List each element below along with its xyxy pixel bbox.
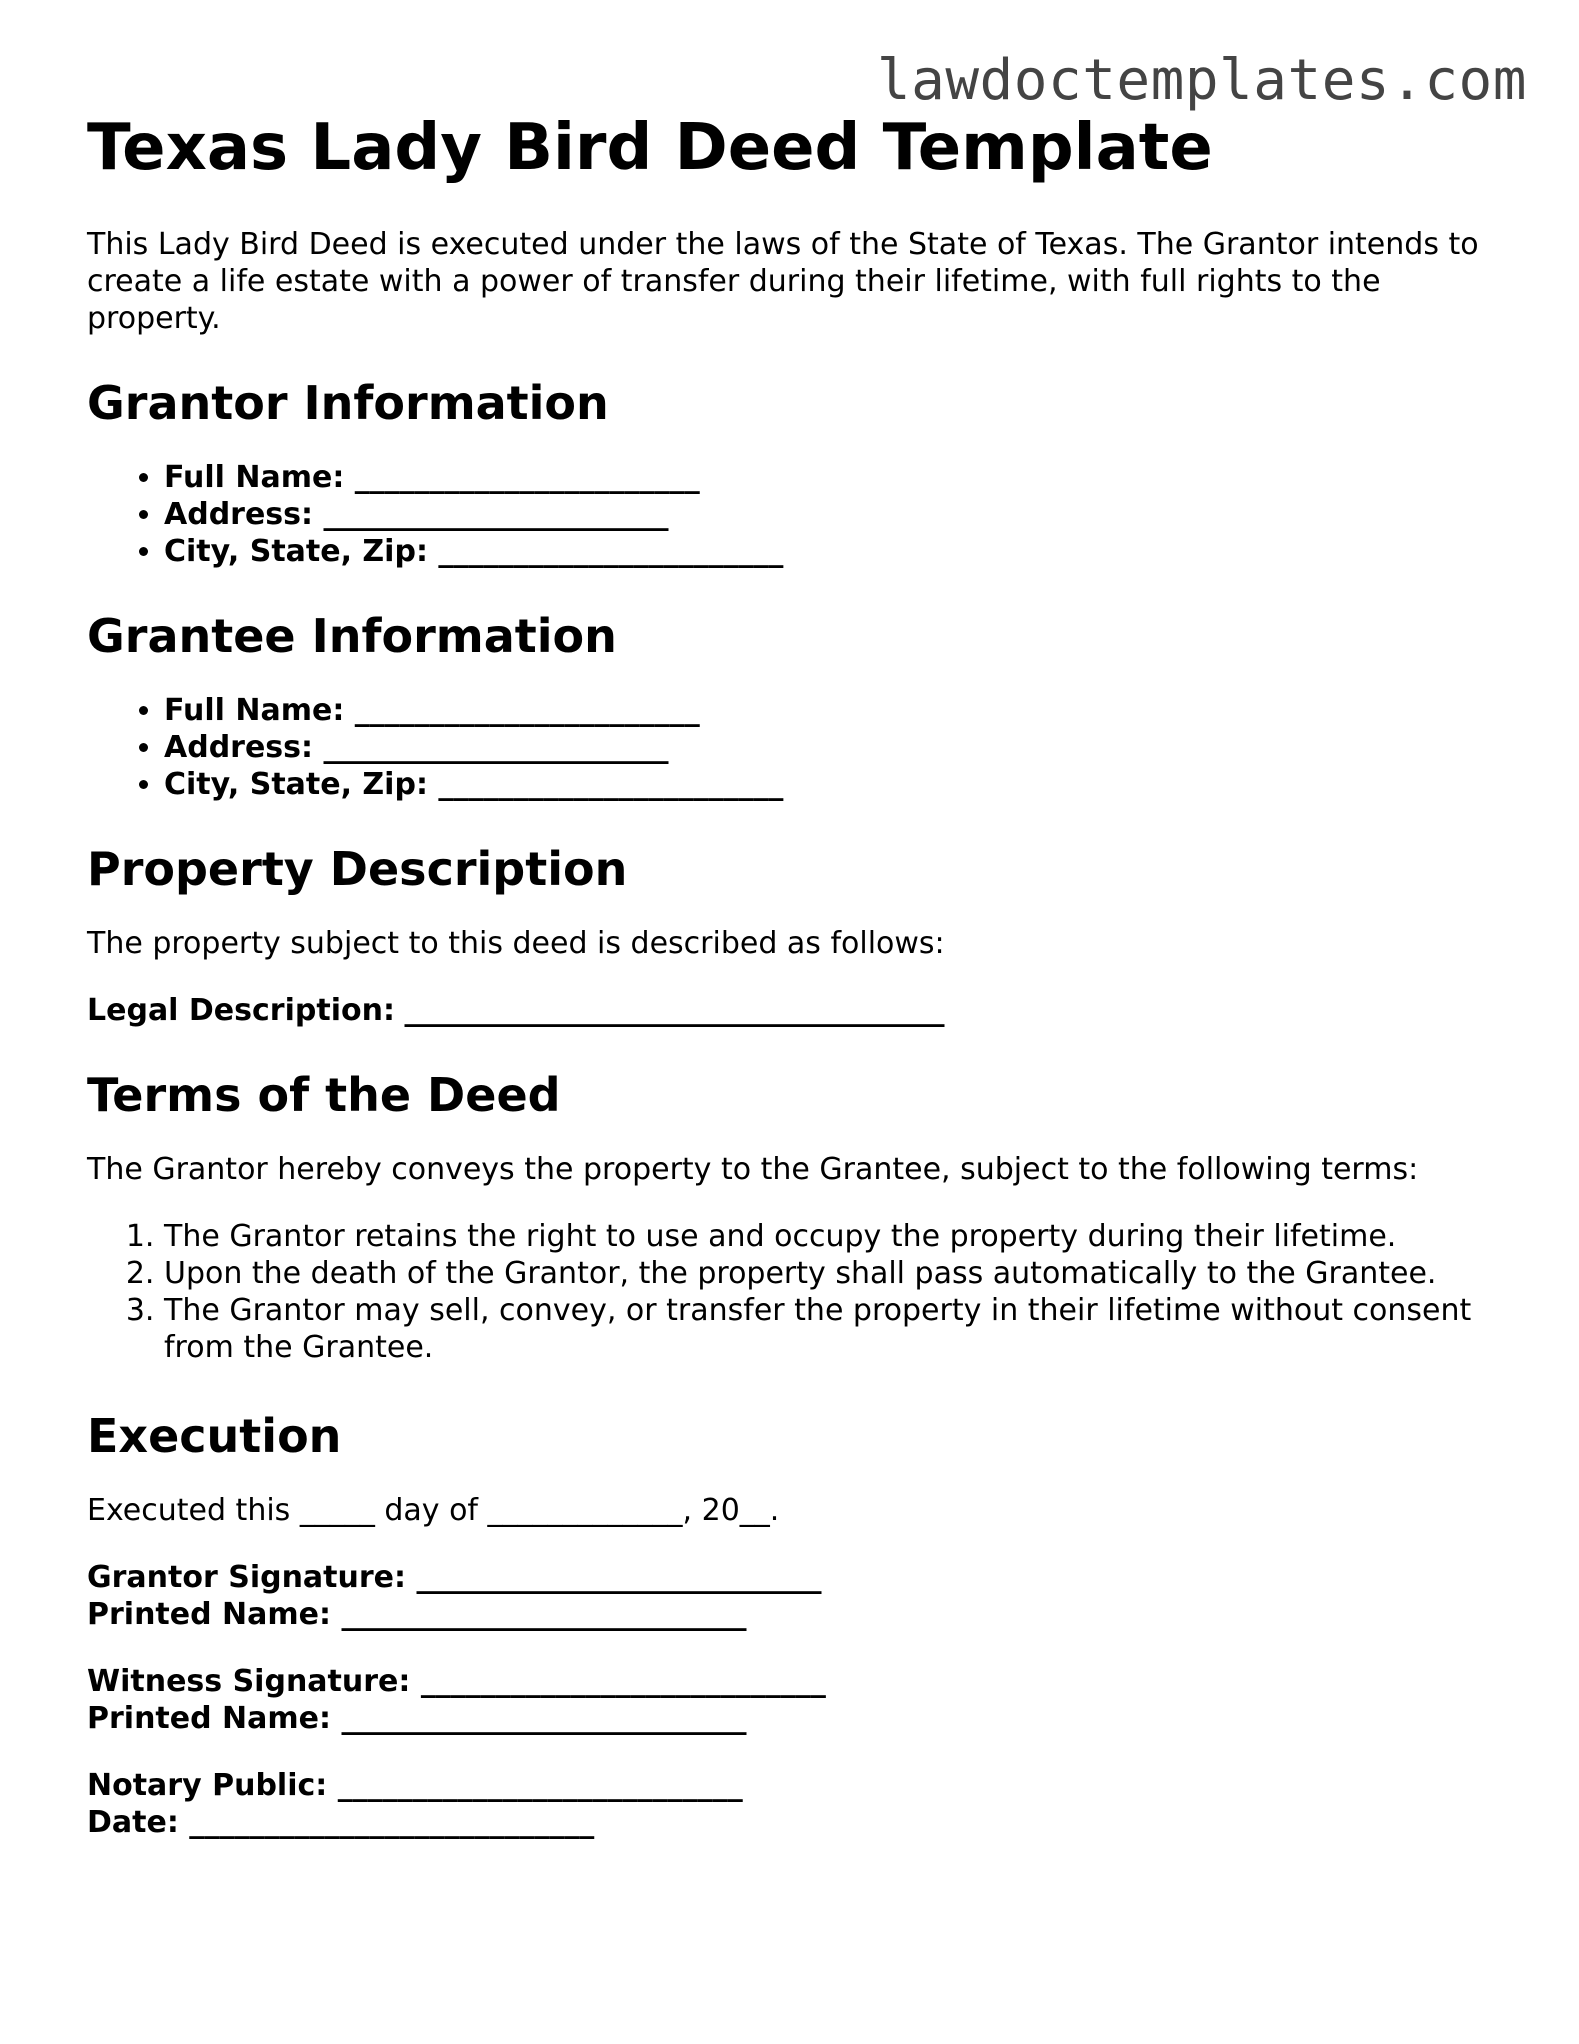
grantor-heading: Grantor Information [87, 376, 609, 430]
grantee-heading: Grantee Information [87, 609, 617, 663]
grantor-signature-line [87, 1559, 1507, 1596]
intro-paragraph: This Lady Bird Deed is executed under the laws of the State of Texas. The Grantor intends to create a life estate with a power of transfer during their lifetime, with full rights to the property. [87, 227, 1479, 336]
document-title: Texas Lady Bird Deed Template [87, 111, 1213, 185]
grantor-city-state-zip-item [164, 533, 1507, 570]
notary-public-label: Notary Public: [87, 1768, 328, 1803]
notary-date-label: Date: [87, 1805, 179, 1840]
full-name-blank: _______________________ [354, 460, 700, 495]
grantor-printed-name-label: Printed Name: [87, 1597, 331, 1632]
field-label: Address: [164, 497, 314, 532]
term-item: 3. The Grantor may sell, convey, or transfer the property in their lifetime without consent from the Grantee. [164, 1292, 1507, 1366]
field-label: City, State, Zip: [164, 534, 428, 569]
field-label: Full Name: [164, 460, 345, 495]
city-state-zip-blank: _______________________ [438, 534, 784, 569]
grantee-full-name-item [164, 692, 1507, 729]
city-state-zip-blank: _______________________ [438, 767, 784, 802]
legal-description-label: Legal Description: [87, 993, 395, 1028]
property-intro-text: The property subject to this deed is described as follows: [87, 926, 945, 961]
executed-date-line: Executed this _____ day of _____________, 20__. [87, 1493, 780, 1528]
witness-signature-label: Witness Signature: [87, 1664, 411, 1699]
field-label: Full Name: [164, 693, 345, 728]
address-blank: _______________________ [323, 730, 669, 765]
witness-signature-line [87, 1663, 1507, 1700]
notary-date-line [87, 1804, 1507, 1841]
witness-printed-name-blank: ___________________________ [341, 1701, 747, 1736]
grantee-address-item [164, 729, 1507, 766]
grantor-full-name-item [164, 459, 1507, 496]
grantor-info-list [87, 459, 1507, 570]
full-name-blank: _______________________ [354, 693, 700, 728]
grantee-city-state-zip-item [164, 766, 1507, 803]
witness-printed-name-label: Printed Name: [87, 1701, 331, 1736]
legal-description-blank: ____________________________________ [404, 993, 945, 1028]
site-watermark: lawdoctemplates.com [876, 48, 1527, 113]
notary-public-line [87, 1767, 1507, 1804]
grantor-signature-label: Grantor Signature: [87, 1560, 407, 1595]
notary-public-blank: ___________________________ [337, 1768, 743, 1803]
grantor-signature-blank: ___________________________ [416, 1560, 822, 1595]
terms-list [87, 1218, 1507, 1366]
notary-block [87, 1767, 1507, 1841]
grantor-signature-block [87, 1559, 1507, 1633]
grantor-address-item [164, 496, 1507, 533]
address-blank: _______________________ [323, 497, 669, 532]
legal-description-line [87, 992, 1507, 1029]
grantor-printed-name-line [87, 1596, 1507, 1633]
term-item: 2. Upon the death of the Grantor, the property shall pass automatically to the Grantee. [164, 1255, 1507, 1292]
witness-signature-blank: ___________________________ [420, 1664, 826, 1699]
witness-printed-name-line [87, 1700, 1507, 1737]
grantor-printed-name-blank: ___________________________ [341, 1597, 747, 1632]
terms-heading: Terms of the Deed [87, 1068, 561, 1122]
terms-intro-text: The Grantor hereby conveys the property to the Grantee, subject to the following terms: [87, 1152, 1419, 1187]
notary-date-blank: ___________________________ [189, 1805, 595, 1840]
document-body [87, 108, 1507, 1871]
field-label: Address: [164, 730, 314, 765]
field-label: City, State, Zip: [164, 767, 428, 802]
execution-heading: Execution [87, 1409, 342, 1463]
property-heading: Property Description [87, 842, 628, 896]
witness-signature-block [87, 1663, 1507, 1737]
term-item: 1. The Grantor retains the right to use and occupy the property during their lifetime. [164, 1218, 1507, 1255]
grantee-info-list [87, 692, 1507, 803]
